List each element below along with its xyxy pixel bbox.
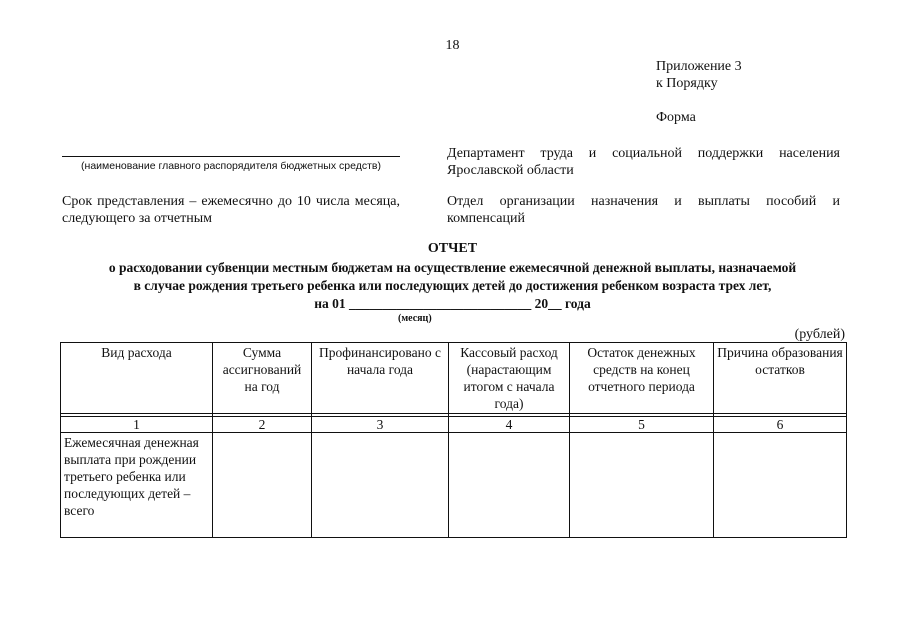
row-remainder-reason	[714, 433, 847, 538]
row-description: Ежемесячная денежная выплата при рождении третьего ребенка или последующих детей – всего	[61, 433, 213, 538]
column-number: 6	[714, 417, 847, 433]
appendix-line-2: к Порядку	[656, 76, 718, 91]
row-financed	[312, 433, 449, 538]
report-title: ОТЧЕТ	[427, 241, 478, 256]
report-table	[60, 342, 847, 538]
month-caption: (месяц)	[398, 313, 432, 324]
column-number: 5	[570, 417, 714, 433]
deadline-text: Срок представления – ежемесячно до 10 числа месяца, следующего за отчетным	[62, 194, 400, 226]
column-number: 2	[213, 417, 312, 433]
column-number: 4	[449, 417, 570, 433]
column-number-row	[61, 417, 847, 433]
recipient-block: Департамент труда и социальной поддержки населения Ярославской области	[447, 146, 840, 178]
form-label: Форма	[656, 110, 696, 125]
org-name-caption: (наименование главного распорядителя бюджетных средств)	[81, 160, 381, 172]
department-block: Отдел организации назначения и выплаты пособий и компенсаций	[447, 194, 840, 226]
header-remaining-funds: Остаток денежных средств на конец отчетного периода	[570, 343, 714, 414]
header-expense-type: Вид расхода	[61, 343, 213, 414]
header-annual-allocation: Сумма ассигнований на год	[213, 343, 312, 414]
header-remainder-reason: Причина образования остатков	[714, 343, 847, 414]
table-row	[61, 433, 847, 538]
row-annual-allocation	[213, 433, 312, 538]
row-cash-expense	[449, 433, 570, 538]
appendix-line-1: Приложение 3	[656, 59, 742, 74]
page-number: 18	[445, 38, 460, 53]
row-remaining-funds	[570, 433, 714, 538]
appendix-note	[656, 58, 742, 92]
header-cash-expense: Кассовый расход (нарастающим итогом с начала года)	[449, 343, 570, 414]
report-subtitle-line-2: в случае рождения третьего ребенка или последующих детей до достижения ребенком возраста трех лет,	[133, 278, 772, 293]
table-header-row	[61, 343, 847, 414]
report-date-line: на 01 ___________________________ 20__ года	[314, 296, 591, 311]
header-financed: Профинансировано с начала года	[312, 343, 449, 414]
report-subtitle	[60, 259, 845, 313]
units-label: (рублей)	[794, 327, 845, 342]
report-subtitle-line-1: о расходовании субвенции местным бюджетам на осуществление ежемесячной денежной выплаты, назначаемой	[108, 260, 797, 275]
column-number: 1	[61, 417, 213, 433]
org-name-line	[62, 156, 400, 157]
column-number: 3	[312, 417, 449, 433]
